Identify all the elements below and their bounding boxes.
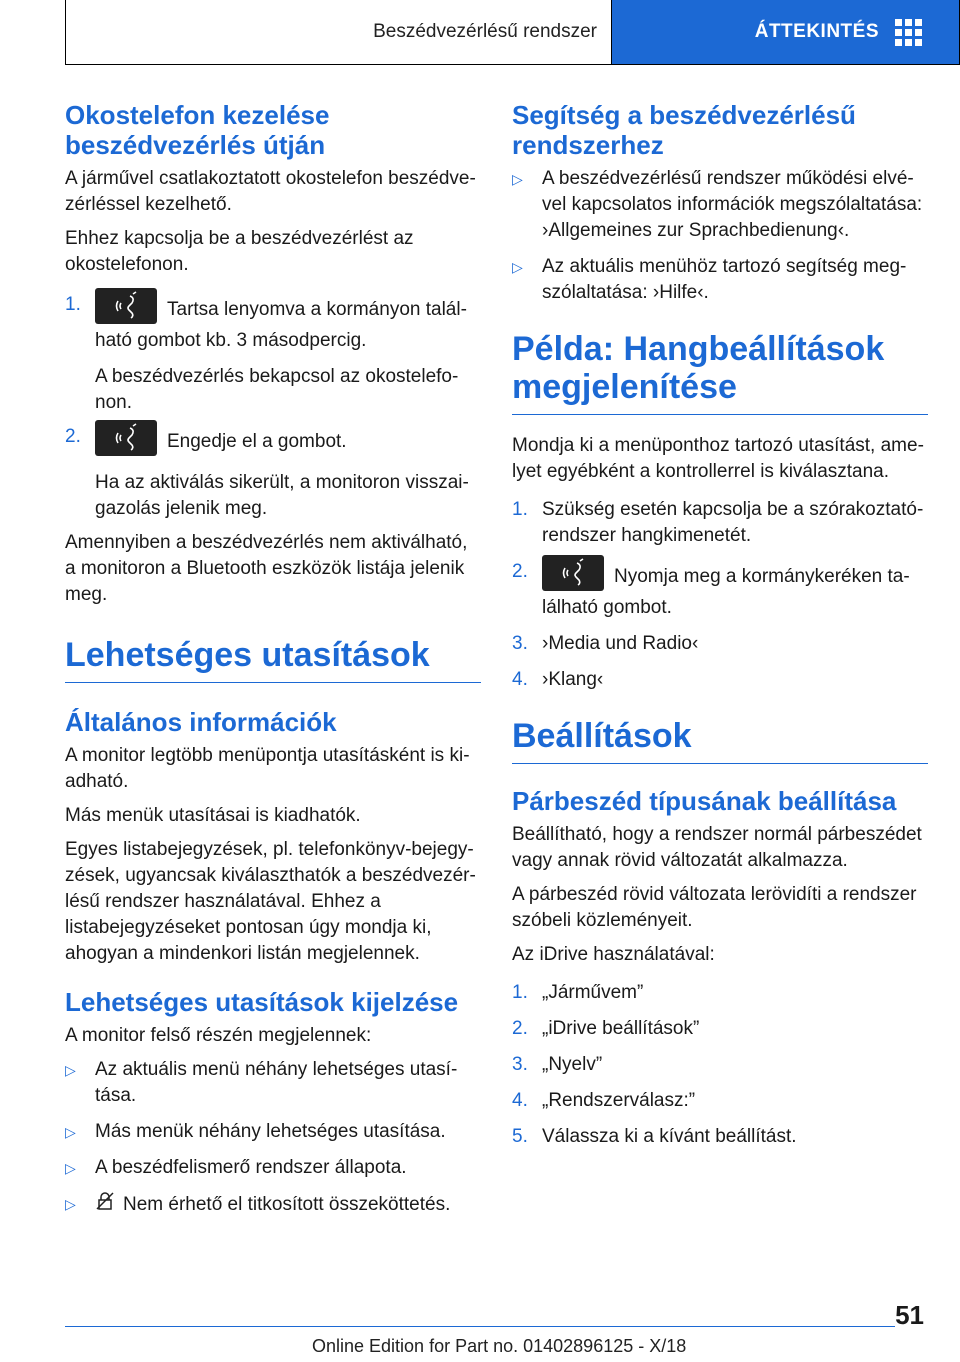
list-item	[65, 1057, 481, 1109]
section-heading-display: Lehetséges utasítások kijelzése	[65, 987, 459, 1017]
no-encryption-icon	[95, 1191, 115, 1219]
bullet-text: A beszédfelismerő rendszer állapota.	[95, 1157, 407, 1178]
header-section-title: Beszédvezérlésű rendszer	[66, 0, 612, 64]
triangle-bullet-icon: ▷	[65, 1062, 76, 1078]
bullet-text: Az aktuális menühöz tartozó segítség megszólaltatása: ›Hilfe‹.	[542, 256, 907, 303]
step-text: „Nyelv”	[542, 1054, 603, 1075]
step-result: Ha az aktiválás sikerült, a monitoron visszaigazolás jelenik meg.	[95, 472, 469, 519]
step-text: Szükség esetén kapcsolja be a szórakoztatórendszer hangkimenetét.	[542, 499, 924, 546]
list-item	[512, 254, 928, 306]
step-text: „Járművem”	[542, 982, 644, 1003]
step-number: 2.	[512, 1018, 528, 1039]
voice-control-button-icon	[542, 555, 604, 591]
steps-list	[512, 980, 928, 1150]
list-item	[65, 1155, 481, 1181]
voice-control-button-icon	[95, 420, 157, 456]
voice-control-button-icon	[95, 288, 157, 324]
bullet-list	[65, 1057, 481, 1219]
step-number: 4.	[512, 669, 528, 690]
section-heading-dialog: Párbeszéd típusának beállítása	[512, 786, 897, 816]
left-column	[65, 100, 481, 1229]
page-header	[65, 0, 960, 65]
bullet-text: Más menük néhány lehetséges utasítása.	[95, 1121, 446, 1142]
step-number: 2.	[512, 561, 528, 582]
section-heading-general: Általános információk	[65, 707, 337, 737]
step-number: 3.	[512, 633, 528, 654]
list-item	[512, 980, 928, 1006]
list-item	[512, 497, 928, 549]
step-text: Nyomja meg a kormánykeréken található gombot.	[542, 566, 910, 618]
chapter-heading-possible-commands: Lehetséges utasítások	[65, 636, 481, 683]
step-result: A beszédvezérlés bekapcsol az okostelefonon.	[95, 366, 459, 413]
list-item	[512, 1016, 928, 1042]
section-heading-smartphone: Okostelefon kezelése beszédvezérlés útján	[65, 100, 330, 160]
grid-icon[interactable]	[895, 19, 922, 46]
list-item	[65, 1119, 481, 1145]
paragraph: Az iDrive használatával:	[512, 944, 715, 965]
step-number: 1.	[512, 982, 528, 1003]
step-text: Válassza ki a kívánt beállítást.	[542, 1126, 797, 1147]
right-column	[512, 100, 928, 1160]
triangle-bullet-icon: ▷	[65, 1124, 76, 1140]
header-chapter-title: ÁTTEKINTÉS	[754, 21, 879, 42]
section-heading-help: Segítség a beszédvezérlésű rendszerhez	[512, 100, 856, 160]
paragraph: A párbeszéd rövid változata lerövidíti a rendszer szóbeli közleményeit.	[512, 884, 917, 931]
bullet-list	[512, 166, 928, 306]
step-text: „Rendszerválasz:”	[542, 1090, 696, 1111]
step-number: 2.	[65, 426, 81, 447]
footer-divider	[65, 1326, 895, 1327]
triangle-bullet-icon: ▷	[512, 171, 523, 187]
step-text: „iDrive beállítások”	[542, 1018, 700, 1039]
paragraph: Mondja ki a menüponthoz tartozó utasítást, amelyet egyébként a kontrollerrel is kiválasztana.	[512, 435, 924, 482]
paragraph: A monitor legtöbb menüpontja utasításként is kiadható.	[65, 745, 470, 792]
bullet-text: Nem érhető el titkosított összeköttetés.	[123, 1194, 451, 1216]
paragraph: Egyes listabejegyzések, pl. telefonkönyv-bejegyzések, ugyancsak kiválaszthatók a beszédvezérlésű rendszer használatával. Ehhez a listabejegyzéseket pontosan úgy mondja ki, ahogyan a mindenkori listán megjelennek.	[65, 839, 476, 964]
triangle-bullet-icon: ▷	[65, 1160, 76, 1176]
triangle-bullet-icon: ▷	[512, 259, 523, 275]
list-item	[512, 1088, 928, 1114]
step-number: 1.	[512, 499, 528, 520]
list-item	[512, 166, 928, 244]
step-text: ›Klang‹	[542, 669, 604, 690]
paragraph: Más menük utasításai is kiadhatók.	[65, 805, 361, 826]
step-number: 3.	[512, 1054, 528, 1075]
paragraph: A járművel csatlakoztatott okostelefon beszédvezérléssel kezelhető.	[65, 168, 476, 215]
list-item	[65, 424, 481, 460]
paragraph: Amennyiben a beszédvezérlés nem aktiválható, a monitoron a Bluetooth eszközök listája jelenik meg.	[65, 532, 468, 605]
footer-edition: Online Edition for Part no. 01402896125 - X/18	[312, 1336, 687, 1356]
list-item	[512, 667, 928, 693]
paragraph: Beállítható, hogy a rendszer normál párbeszédet vagy annak rövid változatát alkalmazza.	[512, 824, 922, 871]
list-item	[512, 1052, 928, 1078]
steps-list	[65, 292, 481, 522]
paragraph: Ehhez kapcsolja be a beszédvezérlést az okostelefonon.	[65, 228, 414, 275]
list-item	[512, 1124, 928, 1150]
step-text: Tartsa lenyomva a kormányon található gombot kb. 3 másodpercig.	[95, 299, 467, 351]
step-text: ›Media und Radio‹	[542, 633, 699, 654]
chapter-heading-settings: Beállítások	[512, 717, 928, 764]
list-item	[512, 559, 928, 621]
steps-list	[512, 497, 928, 693]
triangle-bullet-icon: ▷	[65, 1196, 76, 1212]
step-number: 4.	[512, 1090, 528, 1111]
header-chapter-tab[interactable]	[612, 0, 959, 64]
step-text: Engedje el a gombot.	[167, 431, 347, 453]
chapter-heading-example: Példa: Hangbeállítások megjelenítése	[512, 330, 928, 415]
page-number: 51	[895, 1300, 924, 1330]
step-number: 5.	[512, 1126, 528, 1147]
step-number: 1.	[65, 294, 81, 315]
list-item	[65, 292, 481, 354]
bullet-text: A beszédvezérlésű rendszer működési elvével kapcsolatos információk megszólaltatása: ›Allgemeines zur Sprachbedienung‹.	[542, 168, 923, 241]
list-item	[512, 631, 928, 657]
list-item	[65, 1191, 481, 1219]
bullet-text: Az aktuális menü néhány lehetséges utasítása.	[95, 1059, 458, 1106]
paragraph: A monitor felső részén megjelennek:	[65, 1025, 372, 1046]
